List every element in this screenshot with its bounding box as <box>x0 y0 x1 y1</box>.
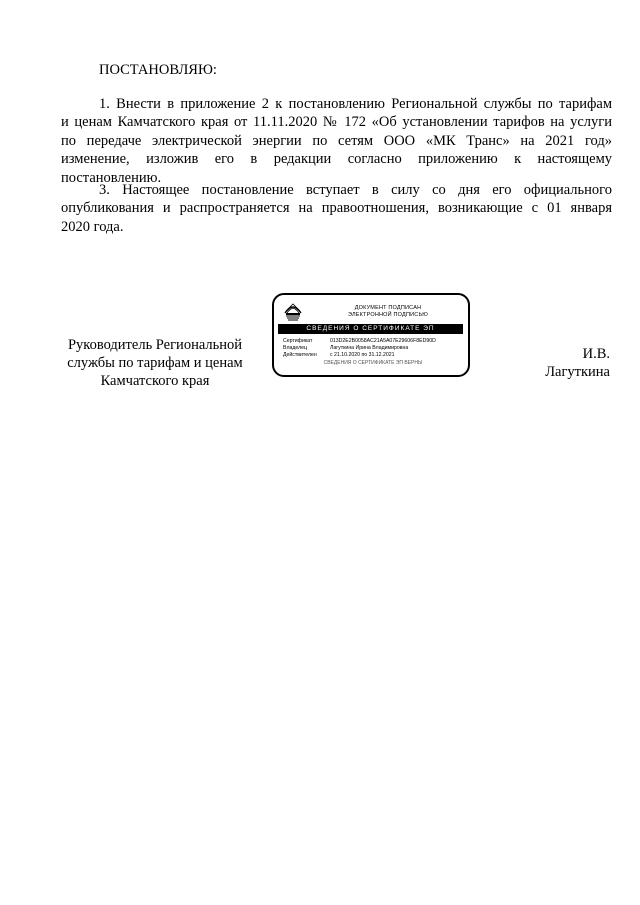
paragraph-line: 3. Настоящее постановление вступает в силу со дня его официального <box>99 182 612 198</box>
resolution-heading: ПОСТАНОВЛЯЮ: <box>99 62 217 78</box>
paragraph-line: постановлению. <box>61 169 162 186</box>
stamp-row-certificate <box>283 338 436 345</box>
stamp-title-line: ЭЛЕКТРОННОЙ ПОДПИСЬЮ <box>347 312 429 318</box>
stamp-certificate-bar: СВЕДЕНИЯ О СЕРТИФИКАТЕ ЭП <box>278 324 463 334</box>
stamp-row-value: Лагуткина Ирина Владимировна <box>330 345 409 351</box>
stamp-row-validity <box>283 352 395 359</box>
stamp-row-value: с 21.10.2020 по 31.12.2021 <box>330 352 395 358</box>
signatory-name-line: И.В. <box>582 346 610 362</box>
paragraph-line: 2020 года. <box>61 218 124 235</box>
paragraph-item-3 <box>61 181 612 236</box>
signatory-position <box>50 336 260 390</box>
stamp-row-key: Владелец <box>283 345 307 351</box>
paragraph-line: и ценам Камчатского края от 11.11.2020 № 172 «Об установлении тарифов на услуги <box>61 114 612 131</box>
signatory-name <box>480 345 610 381</box>
paragraph-item-1 <box>61 95 612 187</box>
paragraph-line: опубликования и распространяется на правоотношения, возникающие с 01 января <box>61 200 612 217</box>
stamp-title <box>308 305 468 319</box>
stamp-footer: СВЕДЕНИЯ О СЕРТИФИКАТЕ ЭП ВЕРНЫ <box>323 360 423 366</box>
signatory-position-line: службы по тарифам и ценам <box>67 355 243 371</box>
electronic-signature-stamp <box>272 293 470 377</box>
stamp-row-key: Действителен <box>283 352 317 358</box>
paragraph-line: по передаче электрической энергии по сетям ООО «МК Транс» на 2021 год» <box>61 132 612 149</box>
stamp-row-owner <box>283 345 408 352</box>
stamp-row-key: Сертификат <box>283 338 313 344</box>
signatory-position-line: Руководитель Региональной <box>67 337 243 353</box>
paragraph-line: 1. Внести в приложение 2 к постановлению Региональной службы по тарифам <box>99 96 612 112</box>
signatory-name-line: Лагуткина <box>545 364 610 380</box>
stamp-title-line: ДОКУМЕНТ ПОДПИСАН <box>354 305 422 311</box>
signatory-position-line: Камчатского края <box>100 373 210 389</box>
coat-of-arms-icon <box>282 299 304 321</box>
paragraph-line: изменение, изложив его в редакции согласно приложению к настоящему <box>61 151 612 168</box>
stamp-row-value: 013D2E2B0058AC21A5A07E29606F8ED90D <box>330 338 436 344</box>
